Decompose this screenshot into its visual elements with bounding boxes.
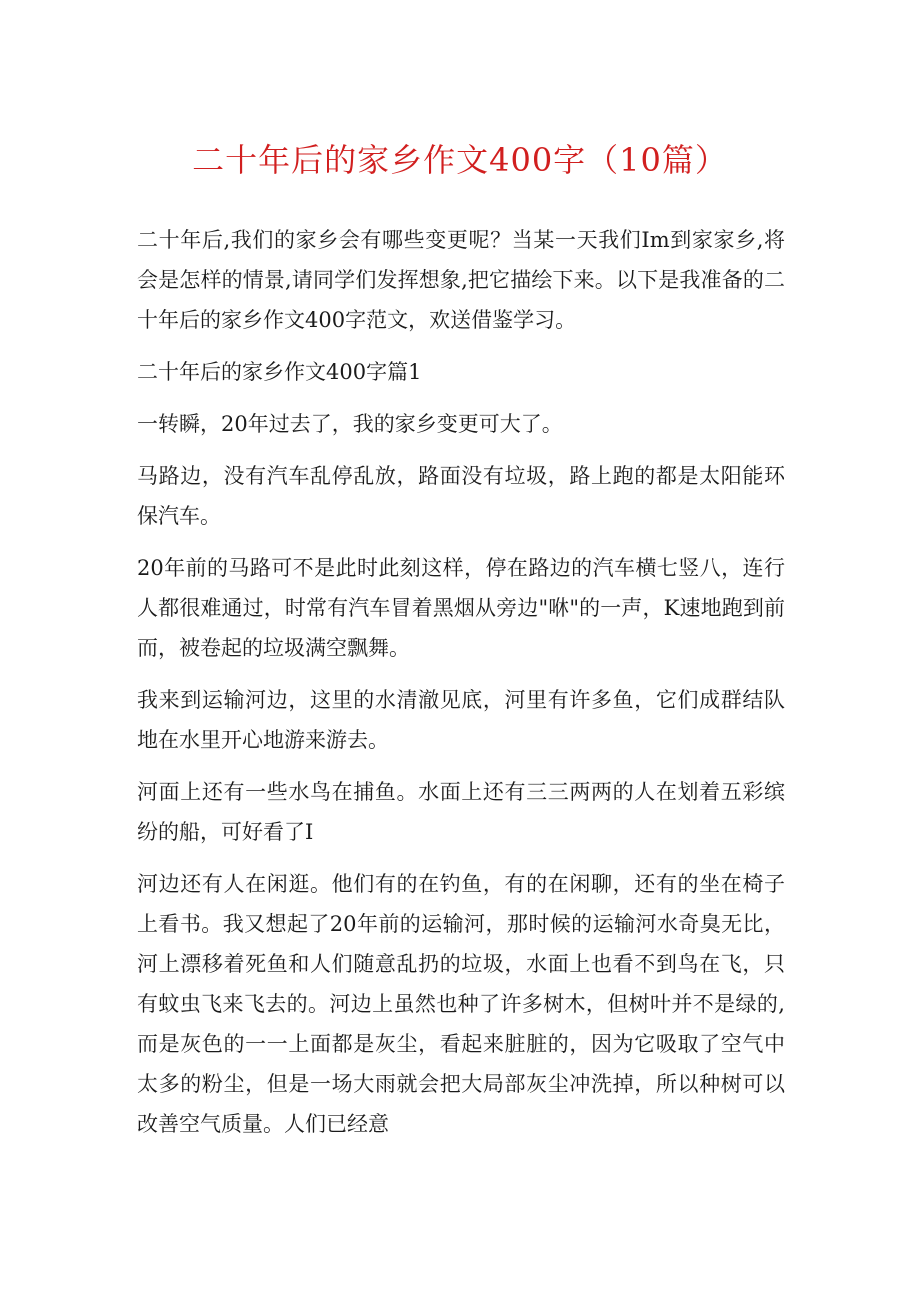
paragraph: 马路边，没有汽车乱停乱放，路面没有垃圾，路上跑的都是太阳能环保汽车。	[137, 464, 785, 528]
paragraph: 一转瞬，20年过去了，我的家乡变更可大了。	[137, 412, 563, 436]
paragraph: 我来到运输河边，这里的水清澈见底，河里有许多鱼，它们成群结队地在水里开心地游来游去。	[137, 688, 785, 752]
document-body	[137, 220, 785, 1156]
section-heading: 二十年后的家乡作文400字篇1	[137, 360, 422, 384]
intro-paragraph: 二十年后,我们的家乡会有哪些变更呢？当某一天我们Im到家家乡,将会是怎样的情景,请同学们发挥想象,把它描绘下来。以下是我准备的二十年后的家乡作文400字范文，欢送借鉴学习。	[137, 228, 785, 332]
paragraph: 20年前的马路可不是此时此刻这样，停在路边的汽车横七竖八，连行人都很难通过，时常有汽车冒着黑烟从旁边"咻"的一声，K速地跑到前而，被卷起的垃圾满空飘舞。	[137, 556, 785, 660]
paragraph: 河面上还有一些水鸟在捕鱼。水面上还有三三两两的人在划着五彩缤纷的船，可好看了I	[137, 780, 785, 844]
document-title: 二十年后的家乡作文400字（10篇）	[192, 141, 728, 179]
paragraph: 河边还有人在闲逛。他们有的在钓鱼，有的在闲聊，还有的坐在椅子上看书。我又想起了20年前的运输河，那时候的运输河水奇臭无比，河上漂移着死鱼和人们随意乱扔的垃圾，水面上也看不到鸟在飞，只有蚊虫飞来飞去的。河边上虽然也种了许多树木，但树叶并不是绿的,而是灰色的一一上面都是灰尘，看起来脏脏的，因为它吸取了空气中太多的粉尘，但是一场大雨就会把大局部灰尘冲洗掉，所以种树可以改善空气质量。人们已经意	[137, 872, 785, 1136]
